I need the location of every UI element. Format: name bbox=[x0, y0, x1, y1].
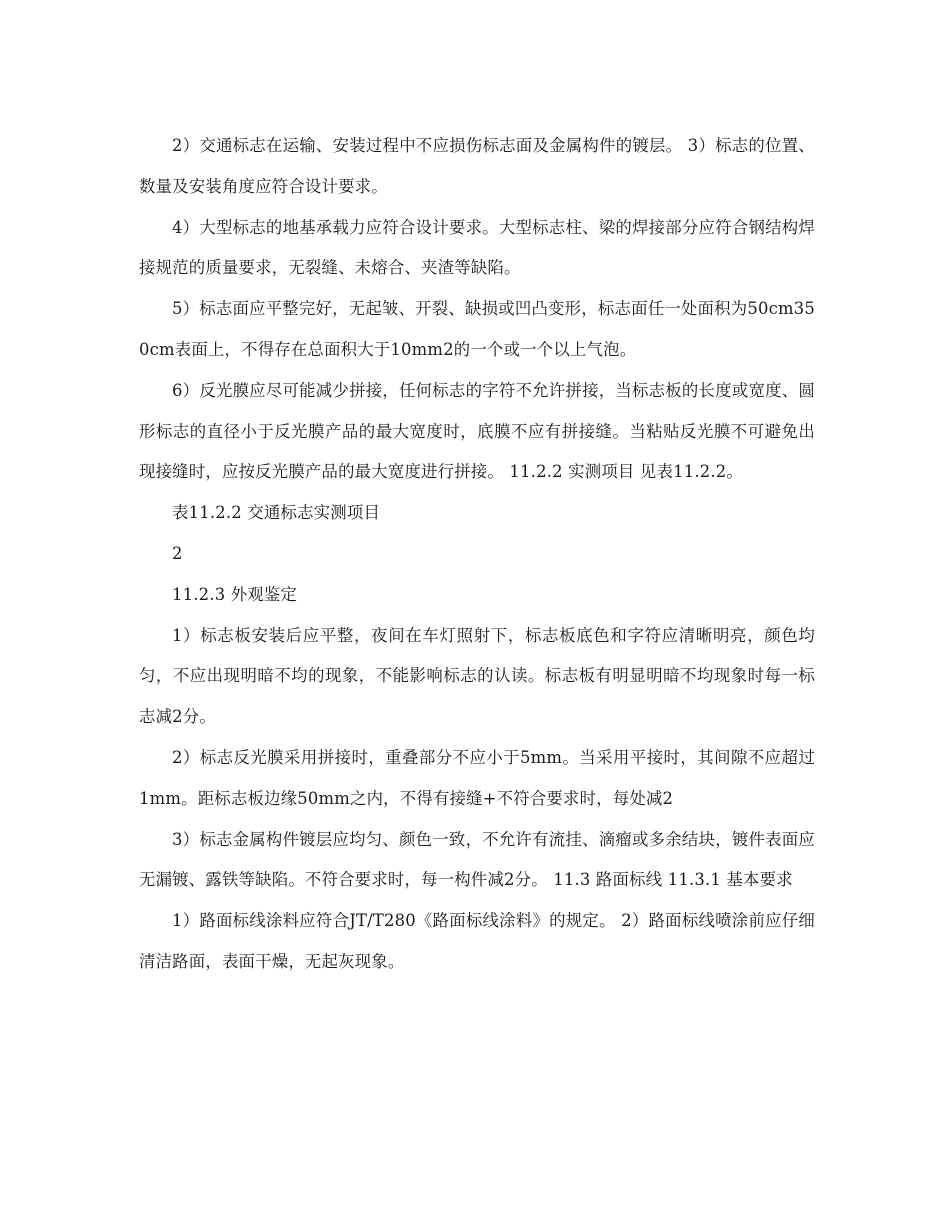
section-heading-appearance: 11.2.3 外观鉴定 bbox=[172, 584, 298, 604]
paragraph-large-sign-foundation: 4）大型标志的地基承载力应符合设计要求。大型标志柱、梁的焊接部分应符合钢结构焊接规范的质量要求，无裂缝、未熔合、夹渣等缺陷。 bbox=[139, 217, 815, 278]
document-body bbox=[139, 126, 815, 983]
paragraph-road-marking-paint: 1）路面标线涂料应符合JT/T280《路面标线涂料》的规定。 2）路面标线喷涂前应仔细清洁路面，表面干燥，无起灰现象。 bbox=[139, 911, 815, 971]
paragraph-transport-damage-and-position: 2）交通标志在运输、安装过程中不应损伤标志面及金属构件的镀层。 3）标志的位置、数量及安装角度应符合设计要求。 bbox=[139, 136, 815, 196]
table-caption: 表11.2.2 交通标志实测项目 bbox=[172, 503, 381, 523]
paragraph-reflective-film-splicing: 6）反光膜应尽可能减少拼接，任何标志的字符不允许拼接，当标志板的长度或宽度、圆形标志的直径小于反光膜产品的最大宽度时，底膜不应有拼接缝。当粘贴反光膜不可避免出现接缝时，应按反光膜产品的最大宽度进行拼接。 11.2.2 实测项目 见表11.2.2。 bbox=[139, 380, 815, 482]
table-placeholder-number: 2 bbox=[172, 543, 183, 563]
paragraph-film-overlap: 2）标志反光膜采用拼接时，重叠部分不应小于5mm。当采用平接时，其间隙不应超过1mm。距标志板边缘50mm之内，不得有接缝+不符合要求时，每处减2 bbox=[139, 747, 815, 808]
paragraph-sign-surface-flatness: 5）标志面应平整完好，无起皱、开裂、缺损或凹凸变形，标志面任一处面积为50cm350cm表面上，不得存在总面积大于10mm2的一个或一个以上气泡。 bbox=[139, 299, 815, 359]
paragraph-metal-coating: 3）标志金属构件镀层应均匀、颜色一致，不允许有流挂、滴瘤或多余结块，镀件表面应无漏镀、露铁等缺陷。不符合要求时，每一构件减2分。 11.3 路面标线 11.3.1 基本要求 bbox=[139, 829, 815, 890]
paragraph-sign-board-night-visibility: 1）标志板安装后应平整，夜间在车灯照射下，标志板底色和字符应清晰明亮，颜色均匀，不应出现明暗不均的现象，不能影响标志的认读。标志板有明显明暗不均现象时每一标志减2分。 bbox=[139, 625, 815, 727]
